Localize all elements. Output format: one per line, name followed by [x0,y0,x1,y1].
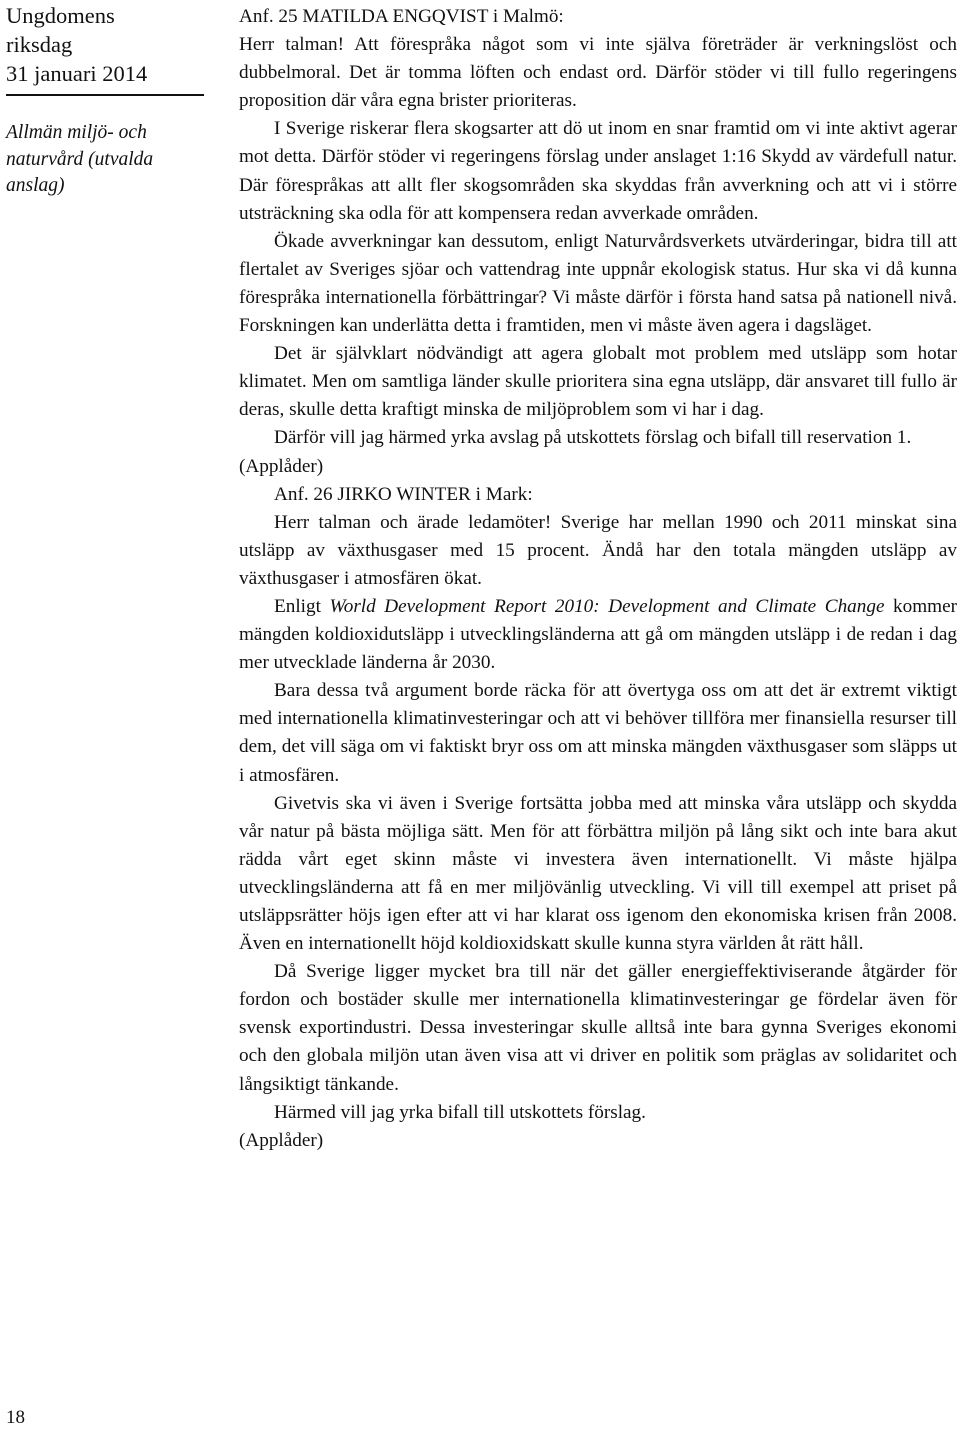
paragraph [239,593,957,677]
paragraph: Herr talman! Att förespråka något som vi inte själva företräder är verkningslöst och dubbelmoral. Det är tomma löften och endast ord. Därför stöder vi till fullo regeringens proposition där våra egna brister prioriteras. [239,34,957,112]
applause-note: (Applåder) [239,1129,324,1151]
sidebar [6,0,206,200]
paragraph: Då Sverige ligger mycket bra till när det gäller energieffektiviserande åtgärder för fordon och bostäder skulle mer internationella klimatinvesteringar ge fördelar även för svensk exportindustri. Dessa investeringar skulle alltså inte bara gynna Sveriges ekonomi och den globala miljön utan även visa att vi driver en politik som präglas av solidaritet och långsiktigt tänkande. [239,961,957,1095]
speaker-header: Anf. 25 MATILDA ENGQVIST i Malmö: [239,6,564,27]
topic-line: Allmän miljö- och [6,122,147,143]
title-line: riksdag [6,32,73,57]
transcript-body [239,3,957,1155]
paragraph: Ökade avverkningar kan dessutom, enligt Naturvårdsverkets utvärderingar, bidra till att flertalet av Sveriges sjöar och vattendrag inte uppnår ekologisk status. Hur ska vi då kunna förespråka internationella förbättringar? Vi måste därför i första hand satsa på nationell nivå. Forskningen kan underlätta detta i framtiden, men vi måste även agera i dagsläget. [239,230,957,337]
sidebar-divider [6,94,204,96]
applause-note: (Applåder) [239,455,324,477]
paragraph: Därför vill jag härmed yrka avslag på utskottets förslag och bifall till reservation 1. [274,427,912,449]
paragraph: Bara dessa två argument borde räcka för att övertyga oss om att det är extremt viktigt med internationella klimatinvesteringar och att vi behöver tillföra mer finansiella resurser till dem, det vill säga om vi faktiskt bryr oss om att minska mängden växthusgaser som släpps ut i atmosfären. [239,680,957,786]
paragraph-text: kommer mängden koldioxidutsläpp i utvecklingsländerna att gå om mängden utsläpp i de redan i dag mer utvecklade länderna år 2030. [239,595,957,674]
paragraph: Herr talman och ärade ledamöter! Sverige har mellan 1990 och 2011 minskat sina utsläpp av växthusgaser med 15 procent. Ändå har den totala mängden utsläpp av växthusgaser i atmosfären ökat. [239,511,957,589]
topic-line: anslag) [6,175,65,196]
title-line: Ungdomens [6,3,115,28]
speech-25 [239,3,957,481]
paragraph: Härmed vill jag yrka bifall till utskottets förslag. [274,1101,646,1123]
speaker-header: Anf. 26 JIRKO WINTER i Mark: [274,483,533,505]
debate-topic [6,120,206,200]
report-title: World Development Report 2010: Development and Climate Change [329,595,885,617]
paragraph-text: Enligt [274,595,330,617]
paragraph: Givetvis ska vi även i Sverige fortsätta jobba med att minska våra utsläpp och skydda vår natur på bästa möjliga sätt. Men för att förbättra miljön på lång sikt och inte bara akut rädda vårt eget skinn måste vi investera även internationellt. Vi måste hjälpa utvecklingsländerna att få en mer miljövänlig utveckling. Vi vill till exempel att priset på utsläppsrätter höjs igen efter att vi har klarat oss igenom den ekonomiska krisen från 2008. Även en internationellt höjd koldioxidskatt skulle kunna styra världen åt rätt håll. [239,792,957,955]
paragraph: Det är självklart nödvändigt att agera globalt mot problem med utsläpp som hotar klimatet. Men om samtliga länder skulle prioritera sina egna utsläpp, där ansvaret till fullo är deras, skulle detta kraftigt minska de miljöproblem som vi har i dag. [239,343,957,421]
publication-date: 31 januari 2014 [6,61,148,86]
topic-line: naturvård (utvalda [6,148,154,170]
page-number: 18 [6,1407,25,1428]
paragraph: I Sverige riskerar flera skogsarter att dö ut inom en snar framtid om vi inte aktivt agerar mot detta. Därför stöder vi regeringens förslag under anslaget 1:16 Skydd av värdefull natur. Där förespråkas att allt fler skogsområden ska skyddas från avverkning och att vi i större utsträckning ska odla för att kompensera redan avverkade områden. [239,118,957,224]
publication-title [6,1,206,88]
speech-26 [239,481,957,1155]
